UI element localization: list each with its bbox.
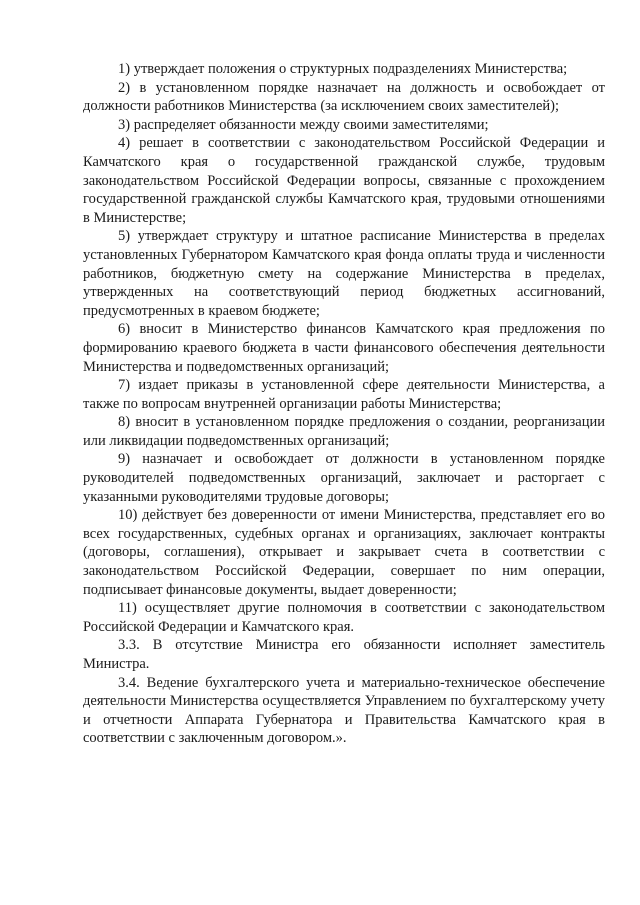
paragraph-10: 10) действует без доверенности от имени Министерства, представляет его во всех государственных, судебных органах и организациях, заключает контракты (договоры, соглашения), открывает и закрывает счета в соответствии с законодательством Российской Федерации, совершает по ним операции, подписывает финансовые документы, выдает доверенности; bbox=[83, 507, 605, 598]
paragraph-3-3: 3.3. В отсутствие Министра его обязанности исполняет заместитель Министра. bbox=[83, 637, 605, 672]
paragraph-7: 7) издает приказы в установленной сфере деятельности Министерства, а также по вопросам внутренней организации работы Министерства; bbox=[83, 377, 605, 412]
paragraph-11: 11) осуществляет другие полномочия в соответствии с законодательством Российской Федерации и Камчатского края. bbox=[83, 600, 605, 635]
paragraph-6: 6) вносит в Министерство финансов Камчатского края предложения по формированию краевого бюджета в части финансового обеспечения деятельности Министерства и подведомственных организаций; bbox=[83, 321, 605, 375]
paragraph-1: 1) утверждает положения о структурных подразделениях Министерства; bbox=[118, 61, 568, 77]
paragraph-2: 2) в установленном порядке назначает на должность и освобождает от должности работников Министерства (за исключением своих заместителей); bbox=[83, 79, 605, 115]
paragraph-3: 3) распределяет обязанности между своими заместителями; bbox=[118, 116, 489, 133]
paragraph-8: 8) вносит в установленном порядке предложения о создании, реорганизации или ликвидации подведомственных организаций; bbox=[83, 414, 605, 449]
paragraph-5: 5) утверждает структуру и штатное расписание Министерства в пределах установленных Губернатором Камчатского края фонда оплаты труда и численности работников, бюджетную смету на содержание Министерства в пределах, утвержденных на соответствующий период бюджетных ассигнований, предусмотренных в краевом бюджете; bbox=[83, 228, 605, 319]
paragraph-9: 9) назначает и освобождает от должности в установленном порядке руководителей подведомственных организаций, заключает и расторгает с указанными руководителями трудовые договоры; bbox=[83, 451, 605, 505]
paragraph-3-4: 3.4. Ведение бухгалтерского учета и материально-техническое обеспечение деятельности Министерства осуществляется Управлением по бухгалтерскому учету и отчетности Аппарата Губернатора и Правительства Камчатского края в соответствии с заключенным договором.». bbox=[83, 674, 605, 747]
paragraph-4: 4) решает в соответствии с законодательством Российской Федерации и Камчатского края о государственной гражданской службе, трудовым законодательством Российской Федерации вопросы, связанные с прохождением государственной гражданской службы Камчатского края, трудовыми отношениями в Министерстве; bbox=[83, 135, 605, 226]
